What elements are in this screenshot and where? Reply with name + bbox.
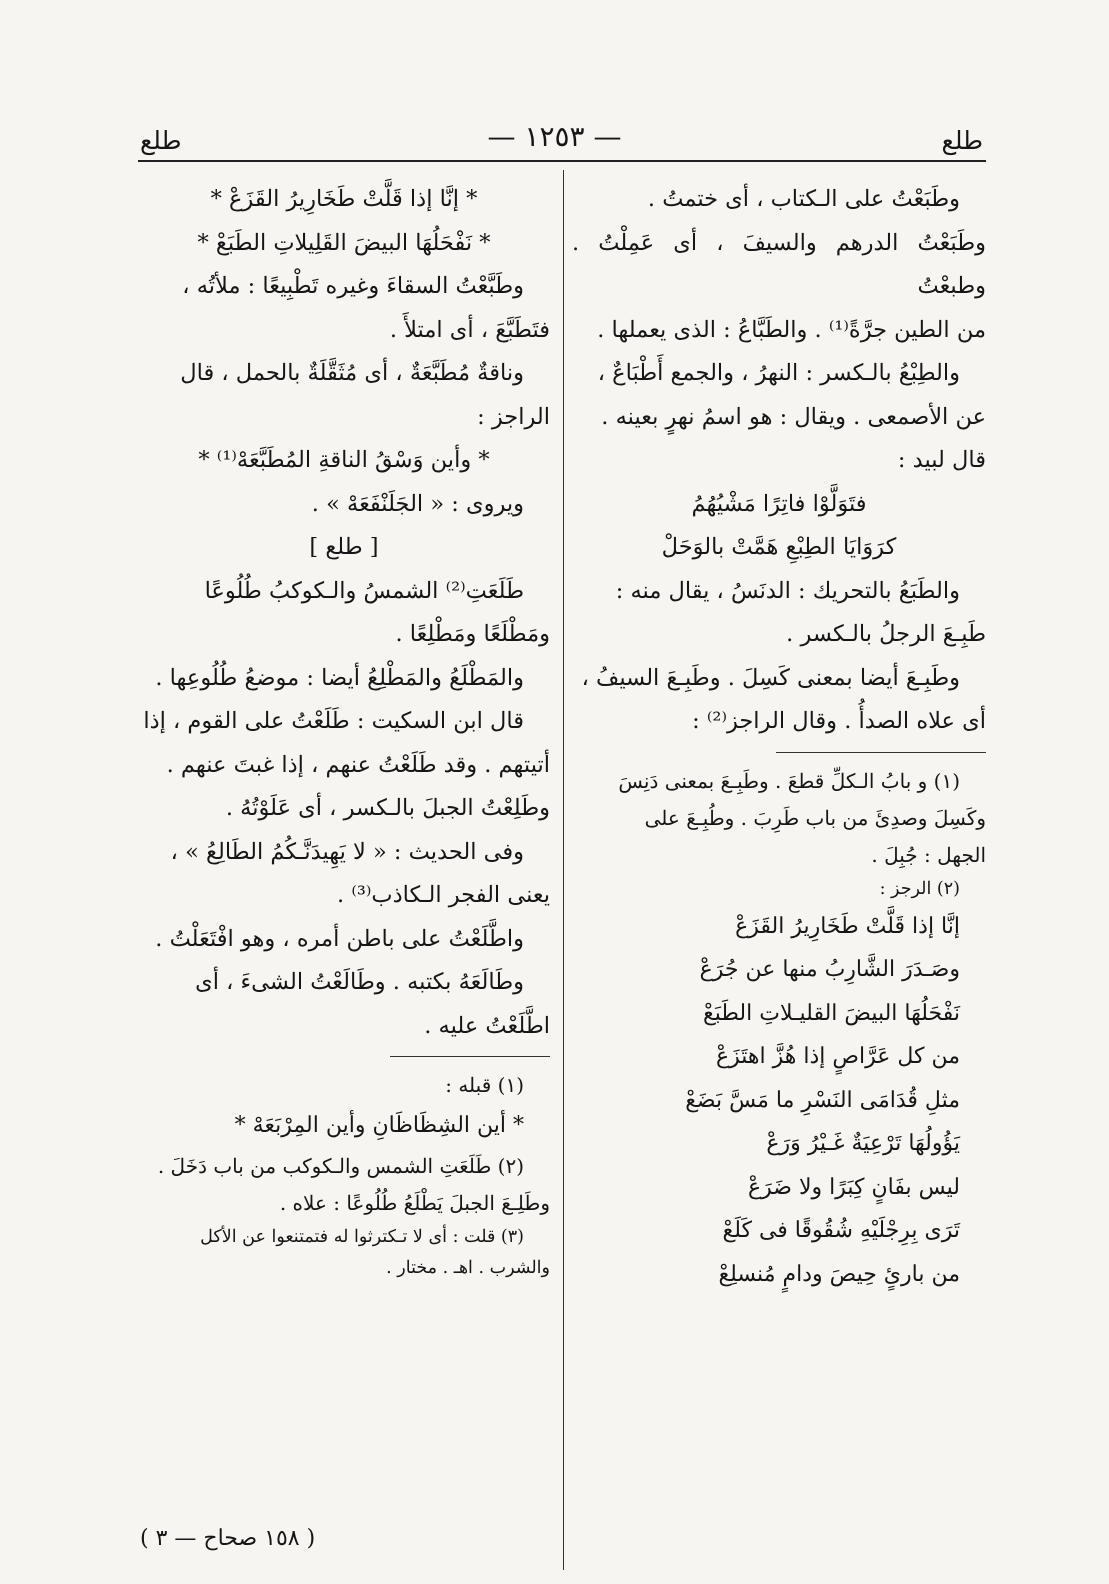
verse-line: * وأين وَسْقُ الناقةِ المُطَبَّعَهْ⁽¹⁾ *	[198, 447, 490, 473]
footnote-rule	[776, 752, 986, 753]
text-line: وفى الحديث : « لا يَهِيدَنَّـكُمُ الطَالِعُ » ،	[170, 838, 524, 865]
footnote-verse: مثلِ قُدَامَى النَسْرِ ما مَسَّ بَضَعْ	[685, 1087, 960, 1113]
text-line: قال ابن السكيت : طَلَعْتُ على القوم ، إذا	[143, 708, 524, 734]
entry-heading: [ طلع ]	[309, 534, 379, 560]
footnote-verse: نَفْحَلُهَا البيضَ القليـلاتِ الطَبَعْ	[703, 1000, 960, 1026]
text-line: عن الأصمعى . ويقال : هو اسمُ نهرٍ بعينه .	[601, 403, 986, 430]
text-line: وطَبِـعَ أيضا بمعنى كَسِلَ . وطَبِـعَ السيفُ ،	[581, 664, 960, 691]
footnote-line: (١) و بابُ الـكلِّ قطعَ . وطَبِـعَ بمعنى دَنِسَ	[618, 768, 960, 793]
footnote-label: (٢) الرجز :	[879, 878, 960, 899]
verse-line: * إنَّا إذا قَلَّتْ طَخَارِيرُ القَزَعْ *	[210, 186, 478, 212]
text-line: اطَّلَعْتُ عليه .	[424, 1012, 550, 1039]
footnote-verse: ليس بفَانٍ كِبَرًا ولا ضَرَعْ	[748, 1174, 960, 1200]
right-column	[572, 178, 986, 1296]
text-line: يعنى الفجر الـكاذب⁽³⁾ .	[337, 882, 550, 908]
signature-mark: ( ١٥٨ صحاح — ٣ )	[140, 1526, 316, 1551]
footnote-line: وطَلِـعَ الجبلَ يَطْلَعُ طُلُوعًا : علاه .	[279, 1190, 550, 1215]
text-line: طَلَعَتِ⁽²⁾ الشمسُ والـكوكبُ طُلُوعًا	[204, 577, 524, 604]
text-line: والطَبَعُ بالتحريك : الدنَسُ ، يقال منه :	[615, 577, 960, 604]
left-column	[138, 178, 550, 1284]
text-line: ومَطْلَعًا ومَطْلِعًا .	[395, 621, 550, 647]
text-line: من الطين جرَّةً⁽¹⁾ . والطَبَّاعُ : الذى يعملها .	[597, 316, 986, 343]
header-left-word: طلع	[140, 126, 182, 155]
text-line: أى علاه الصدأُ . وقال الراجز⁽²⁾ :	[692, 708, 986, 734]
verse-line: * نَفْحَلُهَا البيضَ القَلِيلاتِ الطَبَعْ *	[197, 229, 491, 256]
footnote-verse: وصَـدَرَ الشَّارِبُ منها عن جُرَعْ	[699, 957, 960, 982]
text-line: وطَلِعْتُ الجبلَ بالـكسر ، أى عَلَوْتُهُ .	[225, 795, 550, 821]
footnote-label: (١) قبله :	[445, 1073, 524, 1097]
text-line: واطَّلَعْتُ على باطن أمره ، وهو افْتَعَلْتُ .	[155, 925, 524, 952]
verse-line: فتَوَلَّوْا فاتِرًا مَشْيُهُمُ	[691, 490, 867, 517]
footnote-verse: إنَّا إذا قَلَّتْ طَخَارِيرُ القَزَعْ	[735, 913, 960, 939]
text-line: الراجز :	[477, 403, 550, 430]
footnote-line: (٢) طَلَعَتِ الشمس والـكوكب من باب دَخَلَ .	[157, 1153, 524, 1178]
footnote-line: وكَسِلَ وصدِئَ من باب طَرِبَ . وطُبِـعَ على	[644, 805, 986, 830]
footnote-verse: تَرَى بِرِجْلَيْهِ شُقُوقًا فى كَلَعْ	[722, 1218, 960, 1243]
verse-line: كرَوَايَا الطِبْعِ هَمَّتْ بالوَحَلْ	[661, 534, 897, 560]
text-line: والمَطْلَعُ والمَطْلِعُ أيضا : موضعُ طُلُوعِها .	[155, 664, 524, 691]
header-right-word: طلع	[941, 126, 983, 155]
footnote-verse: يَؤُولُهَا تَرْعِيَةٌ غَـيْرُ وَرَعْ	[766, 1131, 960, 1156]
column-divider	[563, 170, 564, 1570]
footnote-line: (٣) قلت : أى لا تـكترثوا له فتمتنعوا عن الأكل	[200, 1226, 524, 1247]
text-line: وطَبَّعْتُ السقاءَ وغيره تَطْبِيعًا : ملأتُه ،	[182, 273, 524, 299]
text-line: فتَطَبَّعَ ، أى امتلأَ .	[389, 316, 550, 343]
text-line: وطَالَعَهُ بكتبه . وطَالَعْتُ الشىءَ ، أى	[195, 969, 524, 995]
text-line: والطِبْعُ بالـكسر : النهرُ ، والجمع أَطْبَاعٌ ،	[597, 360, 960, 386]
text-line: طَبِـعَ الرجلُ بالـكسر .	[786, 621, 986, 647]
header-rule	[138, 160, 986, 162]
footnote-line: الجهل : جُبِلَ .	[871, 842, 986, 867]
footnote-verse: * أين الشِظَاظَانِ وأين المِرْبَعَهْ *	[234, 1113, 524, 1138]
text-line: وطَبَعْتُ على الـكتاب ، أى ختمتُ .	[647, 186, 960, 212]
footnote-verse: من بارئٍ حِيصَ ودامٍ مُنسلِعْ	[718, 1261, 960, 1287]
footnote-verse: من كل عَرَّاصٍ إذا هُزَّ اهتَزَعْ	[716, 1044, 960, 1069]
text-line: وناقةٌ مُطَبَّعَةٌ ، أى مُثَقَّلَةٌ بالحمل ، قال	[180, 360, 524, 386]
footnote-rule	[390, 1056, 550, 1057]
text-line: قال لبيد :	[897, 447, 986, 473]
page-number: — ١٢٥٣ —	[487, 120, 622, 153]
text-line: وطَبَعْتُ الدرهم والسيفَ ، أى عَمِلْتُ . وطبعْتُ	[572, 229, 986, 299]
text-line: ويروى : « الجَلَنْفَعَهْ » .	[311, 490, 524, 517]
text-line: أتيتهم . وقد طَلَعْتُ عنهم ، إذا غبتَ عنهم .	[166, 751, 550, 778]
footnote-line: والشرب . اهـ . مختار .	[386, 1257, 550, 1278]
